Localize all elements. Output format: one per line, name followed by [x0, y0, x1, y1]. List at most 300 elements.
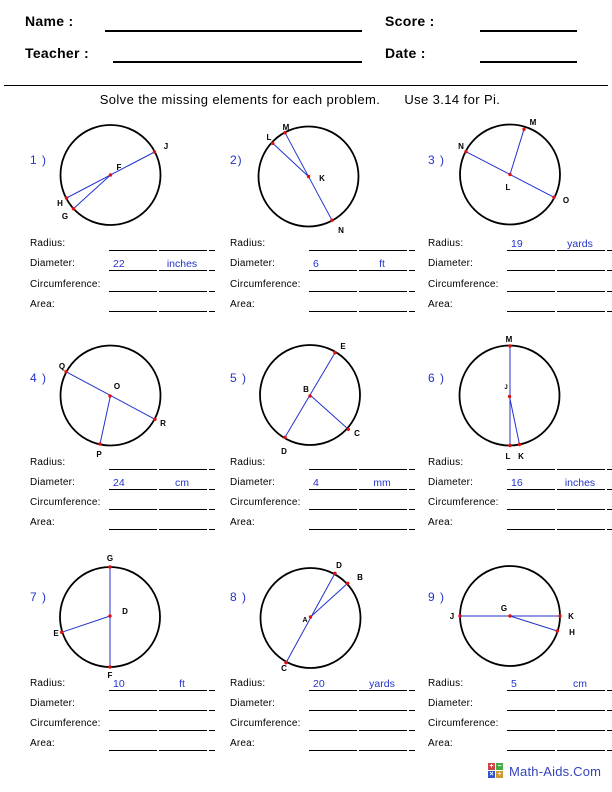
- answer-line-segment: [309, 710, 357, 711]
- point-dot: [108, 565, 111, 568]
- answer-line-segment: [159, 690, 207, 691]
- answer-line-segment: [409, 250, 415, 251]
- answer-line-segment: [209, 489, 215, 490]
- point-label: L: [505, 183, 511, 192]
- point-label: N: [458, 142, 464, 151]
- answer-blank-circumference[interactable]: [507, 496, 612, 510]
- answer-line-segment: [159, 509, 207, 510]
- point-label: B: [303, 385, 309, 394]
- answer-label: Circumference:: [30, 718, 101, 729]
- answer-line-segment: [209, 250, 215, 251]
- footer: [488, 762, 601, 780]
- chord-line: [510, 616, 557, 631]
- chord-line: [273, 143, 309, 176]
- answer-label: Area:: [30, 517, 55, 528]
- circle-diagram: [259, 123, 359, 235]
- answer-blank-area[interactable]: [309, 737, 417, 751]
- point-label: N: [338, 226, 344, 235]
- circle-diagram: [450, 566, 575, 666]
- answer-line-segment: [159, 750, 207, 751]
- answer-blank-area[interactable]: [507, 516, 612, 530]
- answer-blank-radius[interactable]: [109, 237, 217, 251]
- teacher-label: Teacher :: [25, 45, 89, 61]
- answer-value: 22: [113, 258, 125, 270]
- answer-line-segment: [359, 750, 407, 751]
- point-label: B: [357, 573, 363, 582]
- answer-label: Circumference:: [230, 497, 301, 508]
- answer-blank-area[interactable]: [109, 298, 217, 312]
- point-label: C: [354, 429, 360, 438]
- answer-line-segment: [109, 750, 157, 751]
- point-label: P: [96, 450, 102, 459]
- answer-line-segment: [409, 730, 415, 731]
- answer-line-segment: [507, 469, 555, 470]
- point-label: Q: [58, 362, 66, 371]
- answer-line-segment: [209, 270, 215, 271]
- answer-label: Diameter:: [230, 258, 276, 269]
- answer-line-segment: [159, 489, 207, 490]
- answer-blank-radius[interactable]: [309, 677, 417, 691]
- answer-line-segment: [507, 270, 555, 271]
- answer-line-segment: [109, 730, 157, 731]
- answer-blank-area[interactable]: [109, 516, 217, 530]
- answer-line-segment: [409, 469, 415, 470]
- point-dot: [508, 173, 511, 176]
- answer-label: Diameter:: [230, 698, 276, 709]
- answer-unit: mm: [373, 477, 391, 489]
- answer-label: Area:: [230, 299, 255, 310]
- answer-unit: yards: [369, 678, 395, 690]
- name-label: Name :: [25, 13, 74, 29]
- answer-line-segment: [557, 311, 605, 312]
- answer-label: Circumference:: [428, 279, 499, 290]
- answer-line-segment: [409, 311, 415, 312]
- answer-blank-area[interactable]: [309, 516, 417, 530]
- answer-line-segment: [507, 750, 555, 751]
- point-dot: [153, 150, 156, 153]
- answer-line-segment: [109, 250, 157, 251]
- answer-label: Radius:: [230, 678, 266, 689]
- problem-number: 3 ): [428, 153, 446, 167]
- answer-blank-diameter[interactable]: [507, 476, 612, 490]
- answer-line-segment: [309, 509, 357, 510]
- point-label: M: [282, 123, 290, 132]
- point-dot: [333, 572, 336, 575]
- answer-line-segment: [409, 710, 415, 711]
- answer-label: Circumference:: [230, 718, 301, 729]
- answer-line-segment: [557, 730, 605, 731]
- point-label: H: [569, 628, 575, 637]
- answer-line-segment: [359, 710, 407, 711]
- chord-line: [62, 616, 110, 632]
- answer-blank-circumference[interactable]: [507, 717, 612, 731]
- point-label: G: [106, 554, 114, 563]
- answer-value: 4: [313, 477, 319, 489]
- answer-line-segment: [557, 291, 605, 292]
- point-dot: [458, 614, 461, 617]
- answer-line-segment: [159, 529, 207, 530]
- answer-label: Area:: [230, 738, 255, 749]
- point-label: H: [57, 199, 63, 208]
- problem-number: 8 ): [230, 590, 248, 604]
- answer-line-segment: [359, 529, 407, 530]
- point-dot: [60, 631, 63, 634]
- answer-line-segment: [359, 250, 407, 251]
- answer-label: Area:: [428, 517, 453, 528]
- answer-label: Circumference:: [230, 279, 301, 290]
- answer-label: Area:: [30, 738, 55, 749]
- answer-blank-radius[interactable]: [309, 456, 417, 470]
- answer-line-segment: [309, 529, 357, 530]
- point-dot: [508, 614, 511, 617]
- answer-blank-radius[interactable]: [309, 237, 417, 251]
- brand-link[interactable]: Math-Aids.Com: [509, 763, 602, 779]
- answer-unit: inches: [166, 258, 198, 270]
- answer-line-segment: [507, 291, 555, 292]
- answer-line-segment: [557, 710, 605, 711]
- answer-value: 5: [511, 678, 517, 690]
- point-label: O: [562, 196, 570, 205]
- answer-blank-diameter[interactable]: [309, 697, 417, 711]
- answer-line-segment: [159, 291, 207, 292]
- answer-blank-circumference[interactable]: [309, 496, 417, 510]
- answer-line-segment: [507, 489, 555, 490]
- point-label: M: [529, 118, 537, 127]
- point-dot: [271, 142, 274, 145]
- answer-line-segment: [607, 509, 612, 510]
- circle-diagram: [53, 554, 160, 680]
- point-dot: [556, 629, 559, 632]
- problem-number: 6 ): [428, 371, 446, 385]
- answer-line-segment: [209, 710, 215, 711]
- chord-line: [310, 395, 348, 429]
- point-label: J: [504, 385, 508, 391]
- answer-line-segment: [309, 730, 357, 731]
- answer-blank-radius[interactable]: [507, 456, 612, 470]
- multiply-tile-icon: ×: [489, 771, 494, 778]
- answer-blank-circumference[interactable]: [507, 278, 612, 292]
- answer-line-segment: [109, 270, 157, 271]
- answer-line-segment: [209, 750, 215, 751]
- answer-line-segment: [557, 270, 605, 271]
- answer-line-segment: [309, 291, 357, 292]
- answer-line-segment: [359, 270, 407, 271]
- point-label: L: [505, 452, 511, 461]
- chord-line: [510, 397, 520, 445]
- answer-line-segment: [209, 509, 215, 510]
- answer-line-segment: [557, 529, 605, 530]
- answer-label: Diameter:: [230, 477, 276, 488]
- point-dot: [283, 436, 286, 439]
- problem-number: 7 ): [30, 590, 48, 604]
- answer-label: Area:: [428, 738, 453, 749]
- answer-line-segment: [507, 311, 555, 312]
- answer-line-segment: [607, 311, 612, 312]
- chord-line: [100, 396, 111, 445]
- answer-blank-diameter[interactable]: [507, 257, 612, 271]
- point-label: J: [449, 612, 455, 621]
- answer-line-segment: [507, 730, 555, 731]
- answer-line-segment: [507, 250, 555, 251]
- answer-line-segment: [309, 250, 357, 251]
- answer-line-segment: [607, 690, 612, 691]
- answer-value: 19: [511, 238, 523, 250]
- point-dot: [464, 150, 467, 153]
- instruction-part1: Solve the missing elements for each problem.: [99, 92, 381, 107]
- answer-line-segment: [359, 690, 407, 691]
- answer-line-segment: [409, 690, 415, 691]
- answer-line-segment: [607, 730, 612, 731]
- answer-unit: ft: [179, 678, 185, 690]
- point-label: D: [336, 561, 342, 570]
- answer-line-segment: [557, 489, 605, 490]
- problem-number: 2): [230, 153, 243, 167]
- answer-line-segment: [209, 291, 215, 292]
- score-label: Score :: [385, 13, 435, 29]
- point-label: E: [53, 629, 59, 638]
- point-dot: [65, 196, 68, 199]
- answer-blank-circumference[interactable]: [109, 496, 217, 510]
- answer-blank-diameter[interactable]: [309, 476, 417, 490]
- answer-line-segment: [109, 311, 157, 312]
- answer-blank-circumference[interactable]: [309, 717, 417, 731]
- answer-line-segment: [409, 270, 415, 271]
- answer-label: Radius:: [230, 457, 266, 468]
- math-aids-logo-icon: [488, 763, 504, 779]
- answer-line-segment: [109, 690, 157, 691]
- point-dot: [72, 207, 75, 210]
- answer-label: Diameter:: [428, 258, 474, 269]
- point-dot: [558, 614, 561, 617]
- circle-diagram: [260, 342, 360, 456]
- answer-label: Diameter:: [428, 698, 474, 709]
- answer-line-segment: [607, 291, 612, 292]
- answer-line-segment: [409, 489, 415, 490]
- answer-line-segment: [359, 509, 407, 510]
- answer-label: Diameter:: [30, 258, 76, 269]
- answer-label: Area:: [30, 299, 55, 310]
- point-label: R: [160, 419, 166, 428]
- answer-line-segment: [557, 509, 605, 510]
- answer-blank-radius[interactable]: [507, 237, 612, 251]
- answer-line-segment: [159, 469, 207, 470]
- answer-line-segment: [607, 489, 612, 490]
- answer-blank-area[interactable]: [309, 298, 417, 312]
- point-dot: [109, 173, 112, 176]
- answer-line-segment: [557, 469, 605, 470]
- point-label: D: [281, 447, 287, 456]
- answer-line-segment: [309, 690, 357, 691]
- answer-line-segment: [409, 291, 415, 292]
- point-dot: [522, 128, 525, 131]
- answer-blank-circumference[interactable]: [309, 278, 417, 292]
- point-dot: [98, 442, 101, 445]
- minus-tile-icon: −: [497, 763, 502, 770]
- answer-line-segment: [159, 730, 207, 731]
- answer-line-segment: [359, 469, 407, 470]
- problem-number: 5 ): [230, 371, 248, 385]
- problem-number: 4 ): [30, 371, 48, 385]
- problem-number: 9 ): [428, 590, 446, 604]
- chord-line: [510, 129, 524, 174]
- answer-line-segment: [309, 270, 357, 271]
- answer-blank-radius[interactable]: [507, 677, 612, 691]
- point-label: K: [518, 452, 524, 461]
- answer-line-segment: [209, 529, 215, 530]
- answer-line-segment: [109, 469, 157, 470]
- point-label: D: [122, 607, 128, 616]
- point-dot: [508, 395, 511, 398]
- answer-value: 20: [313, 678, 325, 690]
- answer-label: Radius:: [428, 238, 464, 249]
- answer-value: 24: [113, 477, 125, 489]
- answer-blank-radius[interactable]: [109, 677, 217, 691]
- answer-line-segment: [359, 291, 407, 292]
- answer-unit: yards: [567, 238, 593, 250]
- point-label: O: [113, 382, 121, 391]
- circle-diagram: [57, 125, 168, 225]
- answer-blank-diameter[interactable]: [109, 257, 217, 271]
- problem-number: 1 ): [30, 153, 48, 167]
- answer-label: Radius:: [30, 678, 66, 689]
- answer-label: Radius:: [30, 457, 66, 468]
- answer-line-segment: [607, 529, 612, 530]
- answer-line-segment: [109, 509, 157, 510]
- answer-line-segment: [159, 250, 207, 251]
- answer-blank-area[interactable]: [109, 737, 217, 751]
- point-label: M: [505, 335, 513, 344]
- point-dot: [518, 443, 521, 446]
- answer-line-segment: [109, 489, 157, 490]
- answer-line-segment: [557, 690, 605, 691]
- circle-diagram: [460, 335, 560, 461]
- answer-line-segment: [309, 311, 357, 312]
- answer-line-segment: [409, 529, 415, 530]
- answer-value: 6: [313, 258, 319, 270]
- point-label: K: [319, 174, 325, 183]
- point-dot: [108, 394, 111, 397]
- answer-line-segment: [359, 730, 407, 731]
- point-dot: [153, 418, 156, 421]
- point-label: E: [340, 342, 346, 351]
- answer-label: Circumference:: [428, 497, 499, 508]
- circle-diagram: [261, 561, 364, 673]
- circle-diagram: [59, 346, 166, 460]
- answer-line-segment: [309, 489, 357, 490]
- answer-blank-circumference[interactable]: [109, 717, 217, 731]
- point-dot: [346, 582, 349, 585]
- plus-tile-icon: +: [489, 763, 494, 770]
- circle-diagram: [458, 118, 569, 225]
- answer-line-segment: [607, 710, 612, 711]
- instruction-part2: Use 3.14 for Pi.: [404, 92, 501, 107]
- answer-line-segment: [607, 250, 612, 251]
- answer-line-segment: [359, 489, 407, 490]
- answer-line-segment: [409, 509, 415, 510]
- point-label: L: [266, 133, 272, 142]
- point-dot: [333, 351, 336, 354]
- point-dot: [508, 444, 511, 447]
- answer-label: Area:: [428, 299, 453, 310]
- answer-line-segment: [209, 469, 215, 470]
- point-dot: [330, 219, 333, 222]
- answer-label: Radius:: [230, 238, 266, 249]
- answer-value: 10: [113, 678, 125, 690]
- point-label: K: [568, 612, 574, 621]
- answer-label: Diameter:: [30, 477, 76, 488]
- answer-label: Circumference:: [30, 279, 101, 290]
- answer-line-segment: [159, 311, 207, 312]
- answer-line-segment: [109, 710, 157, 711]
- answer-line-segment: [359, 311, 407, 312]
- answer-line-segment: [309, 469, 357, 470]
- point-dot: [508, 344, 511, 347]
- answer-blank-area[interactable]: [507, 298, 612, 312]
- answer-line-segment: [557, 750, 605, 751]
- chord-line: [311, 583, 348, 617]
- answer-line-segment: [109, 529, 157, 530]
- answer-label: Area:: [230, 517, 255, 528]
- answer-unit: inches: [564, 477, 596, 489]
- answer-blank-diameter[interactable]: [109, 697, 217, 711]
- answer-unit: cm: [175, 477, 189, 489]
- answer-unit: cm: [573, 678, 587, 690]
- point-dot: [308, 394, 311, 397]
- point-label: A: [302, 617, 308, 624]
- answer-line-segment: [309, 750, 357, 751]
- answer-line-segment: [507, 690, 555, 691]
- point-label: J: [163, 142, 169, 151]
- answer-blank-circumference[interactable]: [109, 278, 217, 292]
- answer-blank-radius[interactable]: [109, 456, 217, 470]
- answer-line-segment: [159, 710, 207, 711]
- answer-line-segment: [159, 270, 207, 271]
- point-dot: [307, 175, 310, 178]
- date-label: Date :: [385, 45, 426, 61]
- divide-tile-icon: ÷: [497, 771, 502, 778]
- answer-line-segment: [607, 270, 612, 271]
- answer-line-segment: [209, 311, 215, 312]
- point-label: G: [61, 212, 69, 221]
- answer-line-segment: [409, 750, 415, 751]
- answer-unit: ft: [379, 258, 385, 270]
- answer-line-segment: [507, 529, 555, 530]
- answer-line-segment: [209, 730, 215, 731]
- answer-value: 16: [511, 477, 523, 489]
- answer-line-segment: [607, 750, 612, 751]
- point-label: C: [281, 664, 287, 673]
- answer-label: Diameter:: [428, 477, 474, 488]
- point-label: G: [500, 604, 508, 613]
- answer-label: Circumference:: [428, 718, 499, 729]
- point-label: F: [116, 163, 122, 172]
- answer-line-segment: [607, 469, 612, 470]
- point-dot: [552, 196, 555, 199]
- answer-line-segment: [507, 509, 555, 510]
- answer-label: Radius:: [30, 238, 66, 249]
- answer-blank-diameter[interactable]: [309, 257, 417, 271]
- point-label: F: [107, 671, 113, 680]
- point-dot: [108, 614, 111, 617]
- answer-blank-diameter[interactable]: [109, 476, 217, 490]
- point-dot: [108, 665, 111, 668]
- answer-line-segment: [109, 291, 157, 292]
- answer-blank-diameter[interactable]: [507, 697, 612, 711]
- answer-label: Circumference:: [30, 497, 101, 508]
- answer-label: Radius:: [428, 457, 464, 468]
- point-dot: [309, 615, 312, 618]
- answer-blank-area[interactable]: [507, 737, 612, 751]
